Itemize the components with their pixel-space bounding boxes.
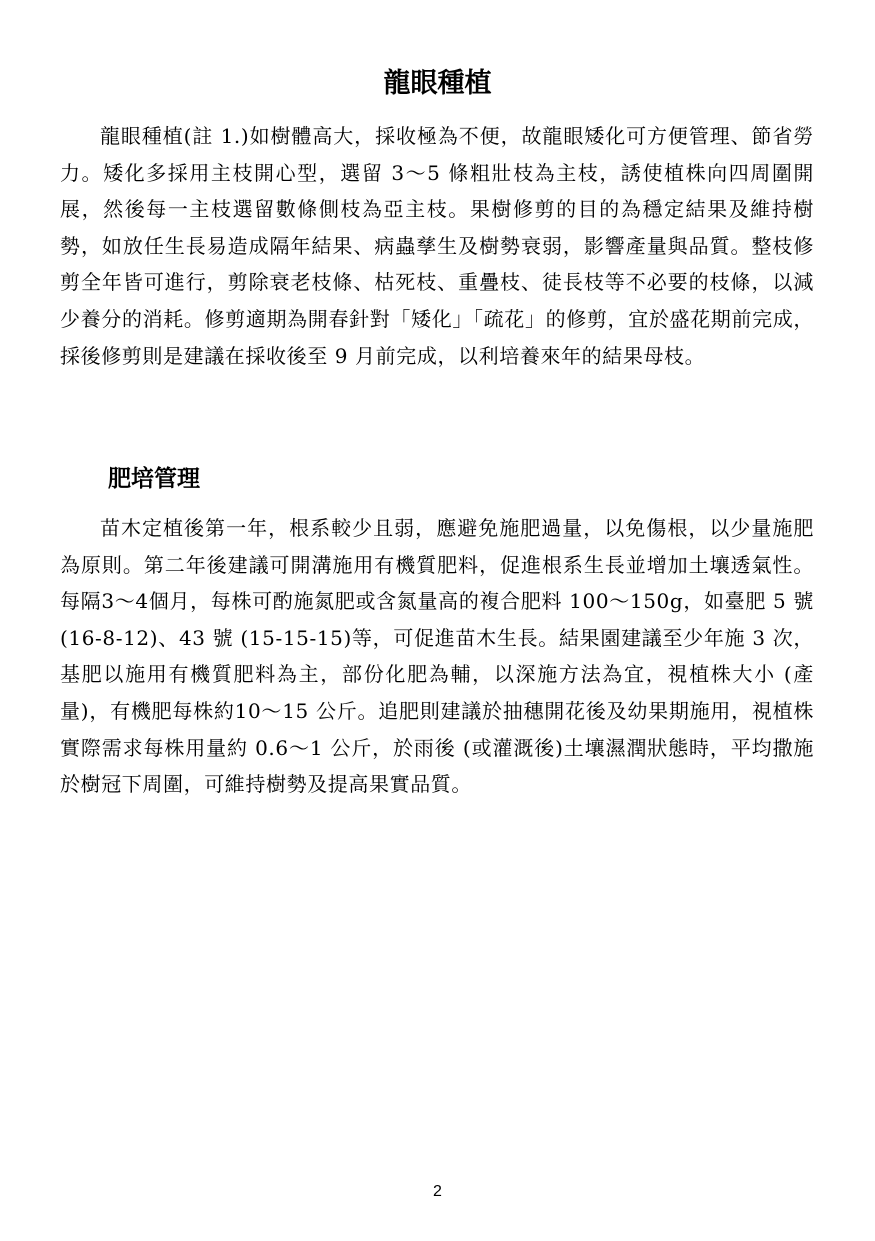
- fertilizer-paragraph: 苗木定植後第一年，根系較少且弱，應避免施肥過量，以免傷根，以少量施肥為原則。第二年後建議可開溝施用有機質肥料，促進根系生長並增加土壤透氣性。每隔3～4個月，每株可酌施氮肥或含氮量高的複合肥料 100～150g，如臺肥 5 號 (16-8-12)、43 號 (15-15-15)等，可促進苗木生長。結果園建議至少年施 3 次，基肥以施用有機質肥料為主，部份化肥為輔，以深施方法為宜，視植株大小 (產量)，有機肥每株約10～15 公斤。追肥則建議於抽穗開花後及幼果期施用，視植株實際需求每株用量約 0.6～1 公斤，於雨後 (或灌溉後)土壤濕潤狀態時，平均撒施於樹冠下周圍，可維持樹勢及提高果實品質。: [60, 516, 814, 797]
- page-title: 龍眼種植: [383, 68, 492, 99]
- page-number: 2: [433, 1183, 442, 1200]
- intro-paragraph: 龍眼種植(註 1.)如樹體高大，採收極為不便，故龍眼矮化可方便管理、節省勞力。矮化多採用主枝開心型，選留 3～5 條粗壯枝為主枝，誘使植株向四周圍開展，然後每一主枝選留數條側枝為亞主枝。果樹修剪的目的為穩定結果及維持樹勢，如放任生長易造成隔年結果、病蟲孳生及樹勢衰弱，影響產量與品質。整枝修剪全年皆可進行，剪除衰老枝條、枯死枝、重疊枝、徒長枝等不必要的枝條，以減少養分的消耗。修剪適期為開春針對「矮化」「疏花」的修剪，宜於盛花期前完成，採後修剪則是建議在採收後至 9 月前完成，以利培養來年的結果母枝。: [60, 124, 814, 368]
- section-heading: 肥培管理: [108, 466, 200, 492]
